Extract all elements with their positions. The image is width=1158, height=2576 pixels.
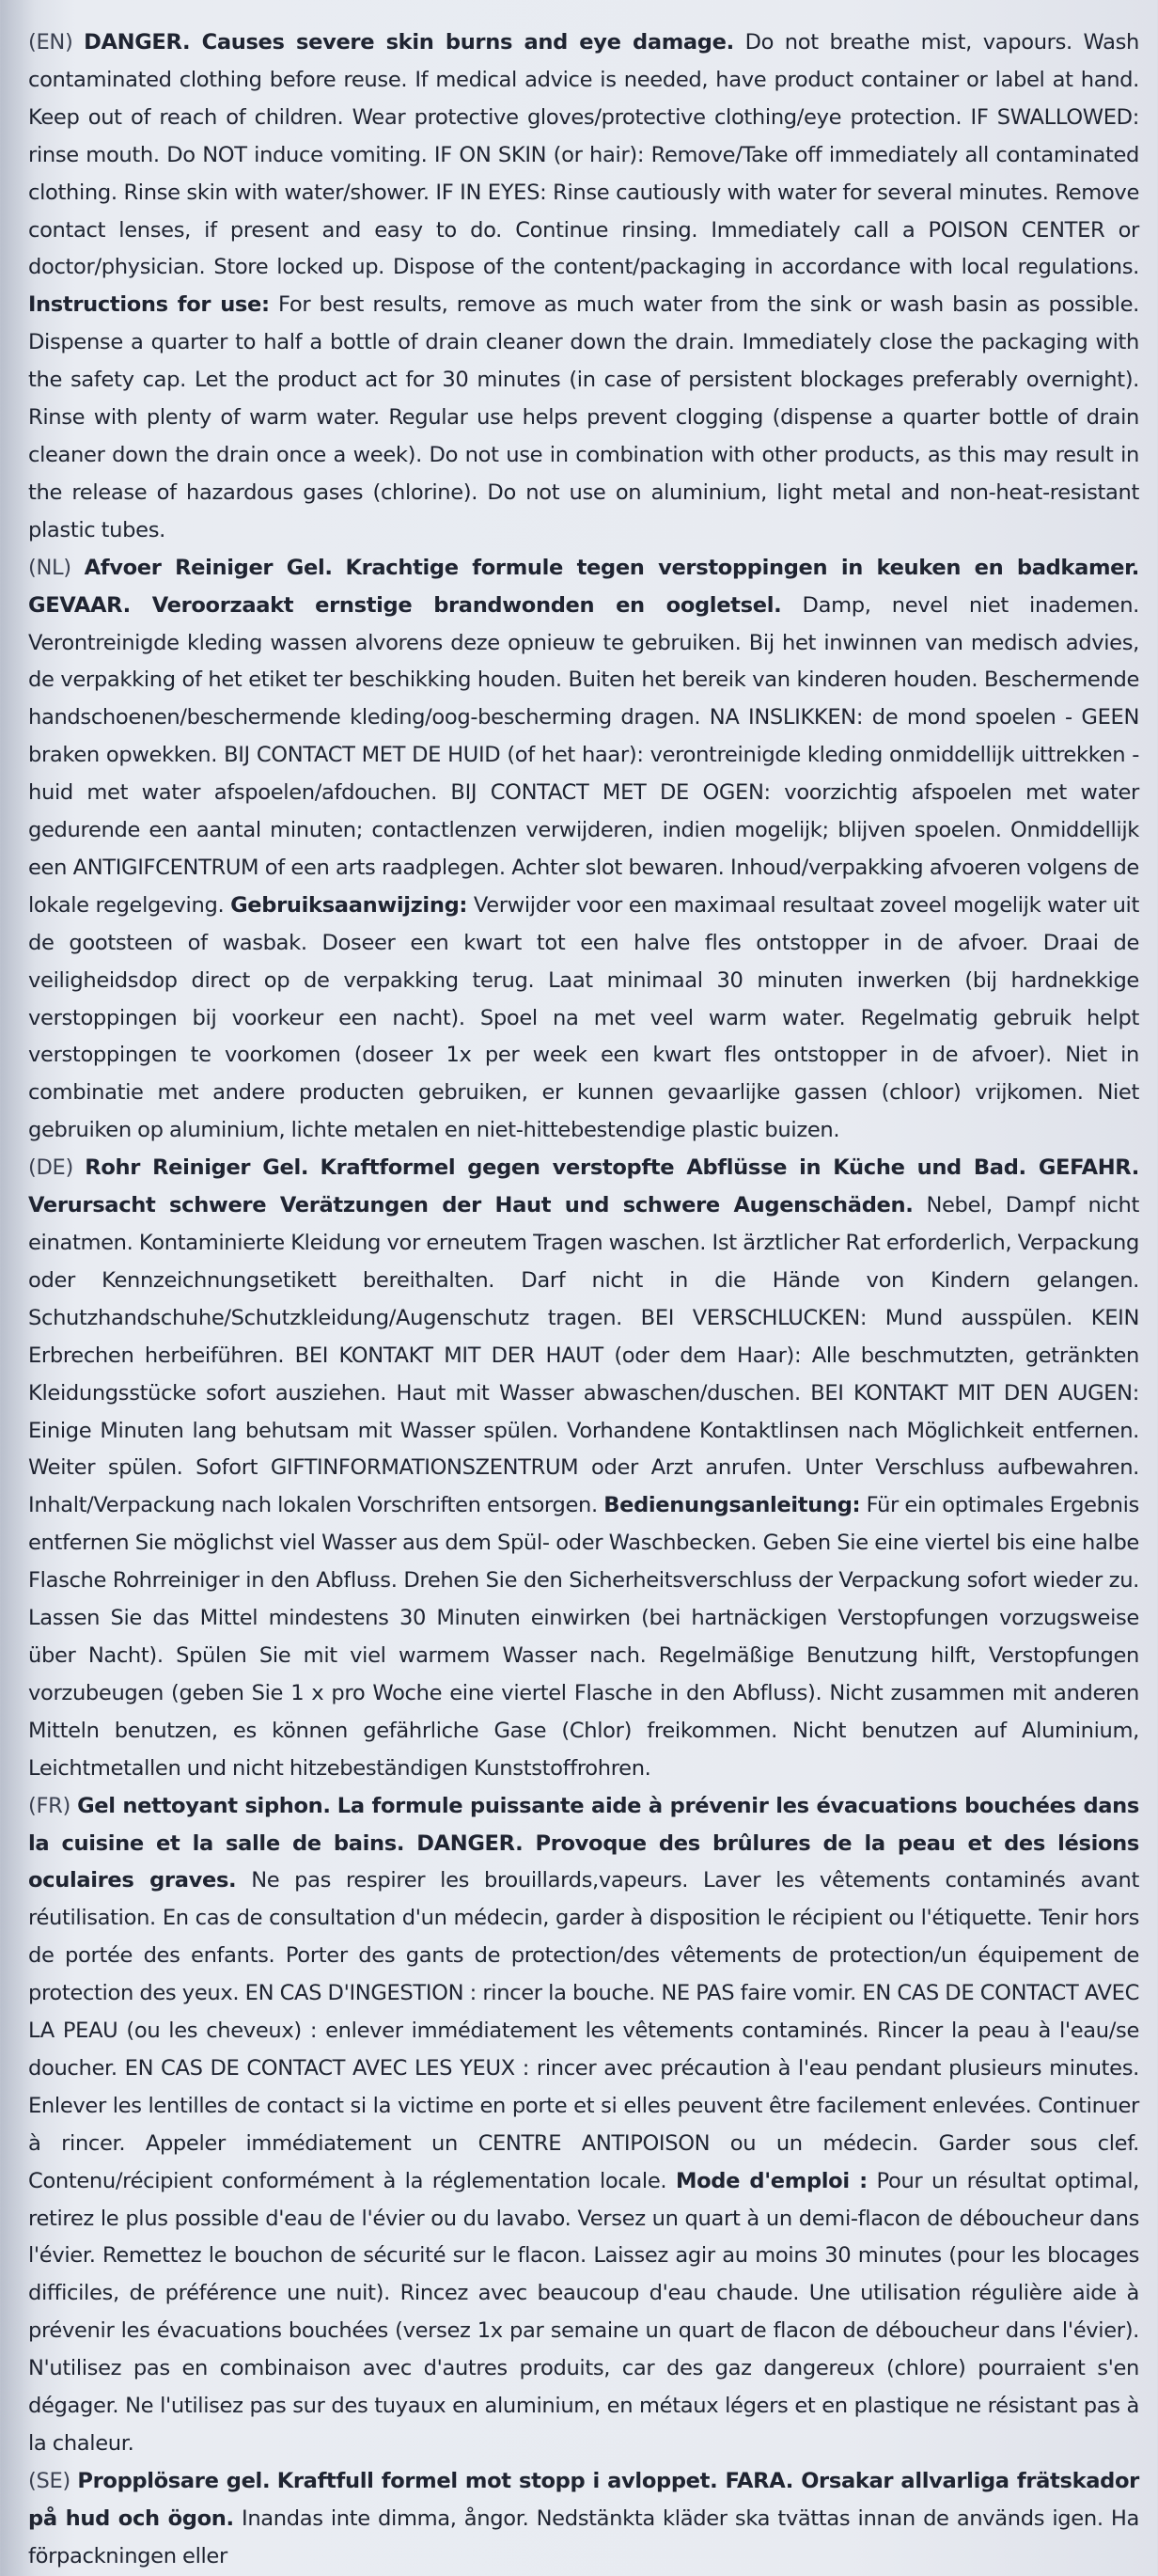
instructions-text: Pour un résultat optimal, retirez le plus possible d'eau de l'évier ou du lavabo. Versez un quart à un demi-flacon de déboucheur dans l'évier. Remettez le bouchon de sécurité sur le flacon. Laissez agir au moins 30 minutes (pour les blocages difficiles, de préférence une nuit). Rincez avec beaucoup d'eau chaude. Une utilisation régulière aide à prévenir les évacuations bouchées (versez 1x par semaine un quart de flacon de déboucheur dans l'évier). N'utilisez pas en combinaison avec d'autres produits, car des gaz dangereux (chlore) pourraient s'en dégager. Ne l'utilisez pas sur des tuyaux en aluminium, en métaux légers et en plastique ne résistant pas à la chaleur. bbox=[28, 2168, 1139, 2456]
label-text-block bbox=[28, 24, 1139, 2576]
hazard-heading: DANGER. Causes severe skin burns and eye damage. bbox=[84, 30, 734, 55]
safety-warnings: Damp, nevel niet inademen. Verontreinigde kleding wassen alvorens deze opnieuw te gebruiken. Bij het inwinnen van medisch advies, de verpakking of het etiket ter beschikking houden. Buiten het bereik van kinderen houden. Beschermende handschoenen/beschermende kleding/oog-bescherming dragen. NA INSLIKKEN: de mond spoelen - GEEN braken opwekken. BIJ CONTACT MET DE HUID (of het haar): verontreinigde kleding onmiddellijk uittrekken - huid met water afspoelen/afdouchen. BIJ CONTACT MET DE OGEN: voorzichtig afspoelen met water gedurende een aantal minuten; contactlenzen verwijderen, indien mogelijk; blijven spoelen. Onmiddellijk een ANTIGIFCENTRUM of een arts raadplegen. Achter slot bewaren. Inhoud/verpakking afvoeren volgens de lokale regelgeving. bbox=[28, 592, 1139, 918]
hazard-heading: Krachtige formule tegen verstoppingen in keuken en badkamer. GEVAAR. Veroorzaakt ernstige brandwonden en oogletsel. bbox=[28, 555, 1139, 618]
language-code: (FR) bbox=[28, 1793, 70, 1818]
section-se bbox=[28, 2463, 1139, 2576]
hazard-heading: Kraftfull formel mot stopp i avloppet. FARA. Orsakar allvarliga frätskador på hud och ögon. bbox=[28, 2468, 1139, 2531]
section-nl bbox=[28, 550, 1139, 1151]
instructions-text: For best results, remove as much water from the sink or wash basin as possible. Dispense a quarter to half a bottle of drain cleaner down the drain. Immediately close the packaging with the safety cap. Let the product act for 30 minutes (in case of persistent blockages preferably overnight). Rinse with plenty of warm water. Regular use helps prevent clogging (dispense a quarter bottle of drain cleaner down the drain once a week). Do not use in combination with other products, as this may result in the release of hazardous gases (chlorine). Do not use on aluminium, light metal and non-heat-resistant plastic tubes. bbox=[28, 292, 1139, 542]
product-name: Afvoer Reiniger Gel. bbox=[84, 555, 333, 580]
instructions-heading: Instructions for use: bbox=[28, 292, 270, 318]
language-code: (SE) bbox=[28, 2468, 70, 2493]
product-name: Propplösare gel. bbox=[77, 2468, 271, 2493]
section-fr bbox=[28, 1788, 1139, 2463]
safety-warnings: Inandas inte dimma, ångor. Nedstänkta kläder ska tvättas innan de används igen. Ha förpackningen eller bbox=[28, 2505, 1139, 2568]
safety-warnings: Nebel, Dampf nicht einatmen. Kontaminierte Kleidung vor erneutem Tragen waschen. Ist ärztlicher Rat erforderlich, Verpackung oder Kennzeichnungsetikett bereithalten. Darf nicht in die Hände von Kindern gelangen. Schutzhandschuhe/Schutzkleidung/Augenschutz tragen. BEI VERSCHLUCKEN: Mund ausspülen. KEIN Erbrechen herbeiführen. BEI KONTAKT MIT DER HAUT (oder dem Haar): Alle beschmutzten, getränkten Kleidungsstücke sofort ausziehen. Haut mit Wasser abwaschen/duschen. BEI KONTAKT MIT DEN AUGEN: Einige Minuten lang behutsam mit Wasser spülen. Vorhandene Kontaktlinsen nach Möglichkeit entfernen. Weiter spülen. Sofort GIFTINFORMATIONSZENTRUM oder Arzt anrufen. Unter Verschluss aufbewahren. Inhalt/Verpackung nach lokalen Vorschriften entsorgen. bbox=[28, 1193, 1139, 1518]
instructions-heading: Gebruiksaanwijzing: bbox=[230, 892, 468, 918]
safety-warnings: Do not breathe mist, vapours. Wash contaminated clothing before reuse. If medical advice is needed, have product container or label at hand. Keep out of reach of children. Wear protective gloves/protective clothing/eye protection. IF SWALLOWED: rinse mouth. Do NOT induce vomiting. IF ON SKIN (or hair): Remove/Take off immediately all contaminated clothing. Rinse skin with water/shower. IF IN EYES: Rinse cautiously with water for several minutes. Remove contact lenses, if present and easy to do. Continue rinsing. Immediately call a POISON CENTER or doctor/physician. Store locked up. Dispose of the content/packaging in accordance with local regulations. bbox=[28, 30, 1139, 280]
product-name: Rohr Reiniger Gel. bbox=[85, 1155, 309, 1181]
hazard-heading: La formule puissante aide à prévenir les évacuations bouchées dans la cuisine et la salle de bains. DANGER. Provoque des brûlures de la peau et des lésions oculaires graves. bbox=[28, 1793, 1140, 1893]
section-de bbox=[28, 1150, 1139, 1787]
section-en bbox=[28, 24, 1139, 550]
hazard-heading: Kraftformel gegen verstopfte Abflüsse in Küche und Bad. GEFAHR. Verursacht schwere Verätzungen der Haut und schwere Augenschäden. bbox=[28, 1155, 1139, 1218]
product-name: Gel nettoyant siphon. bbox=[77, 1793, 331, 1818]
language-code: (EN) bbox=[28, 30, 73, 55]
language-code: (NL) bbox=[28, 555, 71, 580]
instructions-heading: Bedienungsanleitung: bbox=[603, 1493, 861, 1518]
instructions-heading: Mode d'emploi : bbox=[675, 2168, 868, 2193]
instructions-text: Verwijder voor een maximaal resultaat zoveel mogelijk water uit de gootsteen of wasbak. Doseer een kwart tot een halve fles ontstopper in de afvoer. Draai de veiligheidsdop direct op de verpakking terug. Laat minimaal 30 minuten inwerken (bij hardnekkige verstoppingen bij voorkeur een nacht). Spoel na met veel warm water. Regelmatig gebruik helpt verstoppingen te voorkomen (doseer 1x per week een kwart fles ontstopper in de afvoer). Niet in combinatie met andere producten gebruiken, er kunnen gevaarlijke gassen (chloor) vrijkomen. Niet gebruiken op aluminium, lichte metalen en niet-hittebestendige plastic buizen. bbox=[28, 892, 1139, 1143]
safety-warnings: Ne pas respirer les brouillards,vapeurs. Laver les vêtements contaminés avant réutilisation. En cas de consultation d'un médecin, garder à disposition le récipient ou l'étiquette. Tenir hors de portée des enfants. Porter des gants de protection/des vêtements de protection/un équipement de protection des yeux. EN CAS D'INGESTION : rincer la bouche. NE PAS faire vomir. EN CAS DE CONTACT AVEC LA PEAU (ou les cheveux) : enlever immédiatement les vêtements contaminés. Rincer la peau à l'eau/se doucher. EN CAS DE CONTACT AVEC LES YEUX : rincer avec précaution à l'eau pendant plusieurs minutes. Enlever les lentilles de contact si la victime en porte et si elles peuvent être facilement enlevées. Continuer à rincer. Appeler immédiatement un CENTRE ANTIPOISON ou un médecin. Garder sous clef. Contenu/récipient conformément à la réglementation locale. bbox=[28, 1868, 1139, 2193]
instructions-text: Für ein optimales Ergebnis entfernen Sie möglichst viel Wasser aus dem Spül- oder Waschbecken. Geben Sie eine viertel bis eine halbe Flasche Rohrreiniger in den Abfluss. Drehen Sie den Sicherheitsverschluss der Verpackung sofort wieder zu. Lassen Sie das Mittel mindestens 30 Minuten einwirken (bei hartnäckigen Verstopfungen vorzugsweise über Nacht). Spülen Sie mit viel warmem Wasser nach. Regelmäßige Benutzung hilft, Verstopfungen vorzubeugen (geben Sie 1 x pro Woche eine viertel Flasche in den Abfluss). Nicht zusammen mit anderen Mitteln benutzen, es können gefährliche Gase (Chlor) freikommen. Nicht benutzen auf Aluminium, Leichtmetallen und nicht hitzebeständigen Kunststoffrohren. bbox=[28, 1493, 1139, 1781]
language-code: (DE) bbox=[28, 1155, 73, 1181]
